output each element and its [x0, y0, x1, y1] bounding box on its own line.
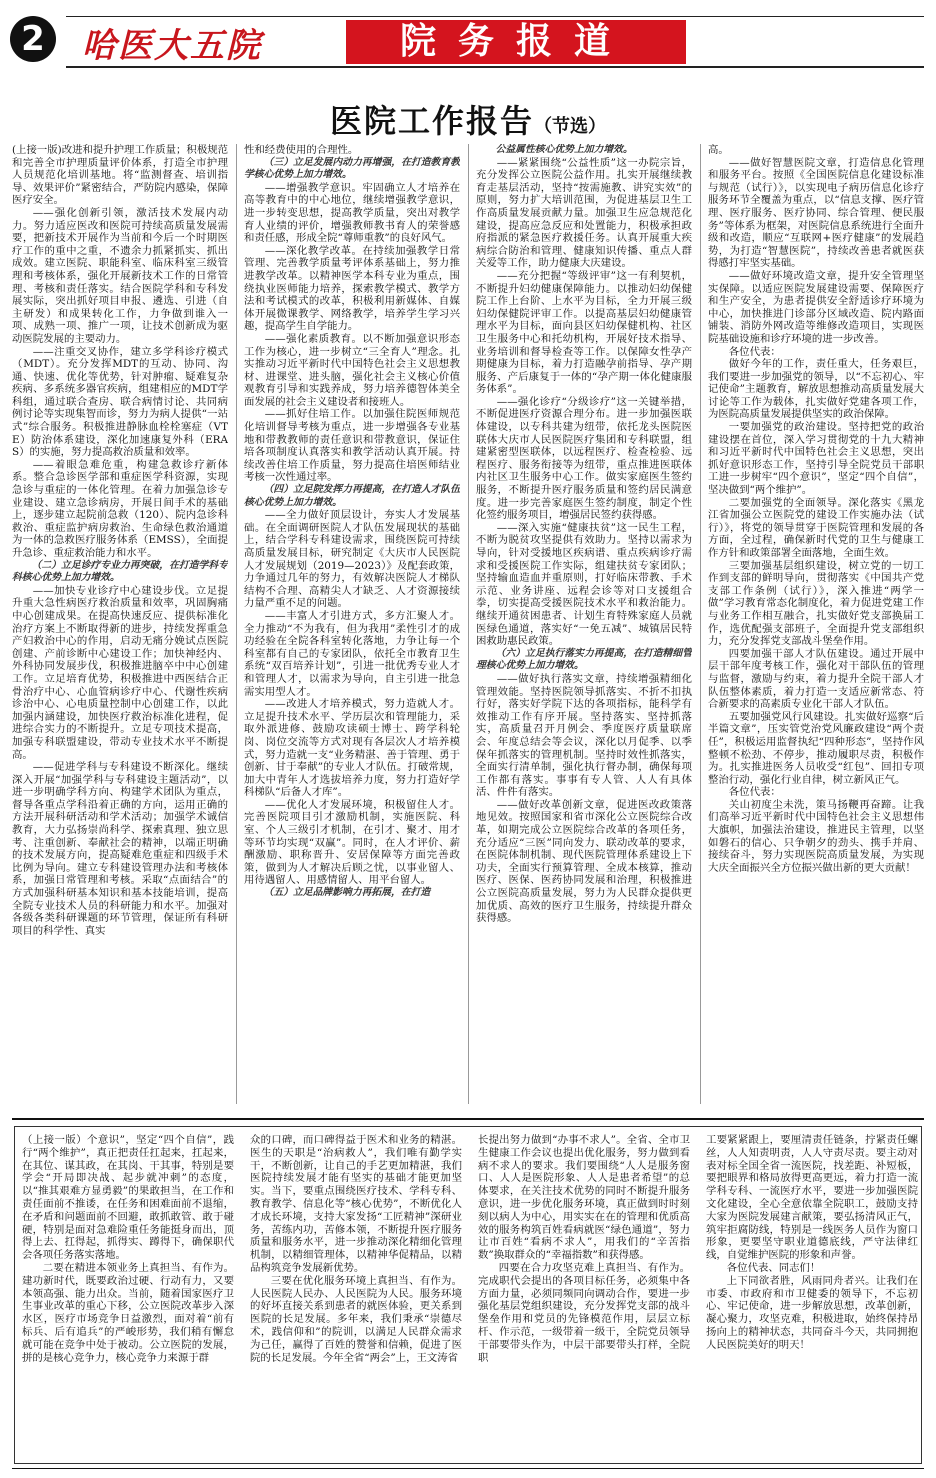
- headline-subtitle: （节选）: [534, 116, 606, 137]
- paragraph: 做好今年的工作，责任重大，任务艰巨，我们要进一步加强党的领导，以“不忘初心、牢记使命”主题教育，解放思想推动高质量发展大讨论等工作为载体，扎实做好党建各项工作，为医院高质量发展提供坚实的政治保障。: [708, 358, 924, 421]
- section-subheading: （二）立足诊疗专业力再突破，在打造学科专科核心优势上加力增效。: [12, 559, 228, 584]
- paragraph: ——抓好住培工作。以加强住院医师规范化培训督导考核为重点，进一步增强各专业基地和带教教师的责任意识和带教意识，保证住培各项制度认真落实和教学活动认真开展。持续改善住培工作质量，努力提高住培医师结业考核一次性通过率。: [244, 408, 460, 484]
- paragraph: ——优化人才发展环境，积极留住人才。完善医院项目引才激励机制，实施医院、科室、个人三级引才机制，在引才、聚才、用才等环节均实现“双赢”。同时，在人才评价、薪酬激励、职称晋升、安居保障等方面完善政策，做到为人才解决后顾之忧，以事业留人、用待遇留人、用感情留人、用平台留人。: [244, 798, 460, 887]
- paragraph: ——着眼急难危重，构建急救诊疗新体系。整合急诊医学部和重症医学科资源，实现急诊与重症的一体化管理。在着力加强急诊专业建设、建立急诊病房，开展日间手术的基础上，逐步建立起院前急救（120）、院内急诊科救治、重症监护病房救治、生命绿色救治通道为一体的急救医疗服务体系（EMSS），全面提升急诊、重症救治能力和水平。: [12, 458, 228, 559]
- paragraph: (上接一版)改进和提升护理工作质量；积极规范和完善全市护理质量评价体系，打造全市护理人员规范化培训基地。将“监测督查、培训指导、效果评价”紧密结合，严防院内感染，保障医疗安全。: [12, 144, 228, 207]
- paragraph: ——做好改革创新文章，促进医改政策落地见效。按照国家和省市深化公立医院综合改革，如期完成公立医院综合改革的各项任务，充分适应“三医”同向发力、联动改革的要求，在医院体制机制、现代医院管理体系建设上下功夫，全面实行预算管理、全成本核算，推动医疗、医保、医药协同发展和治理，积极推进公立医院高质量发展，努力为人民群众提供更加优质、高效的医疗卫生服务，持续提升群众获得感。: [476, 798, 692, 925]
- article-column-2: [244, 144, 460, 1104]
- paragraph: ——充分把握“等级评审”这一有利契机，不断提升妇幼健康保障能力。以推动妇幼保健院工作上台阶、上水平为目标，全力开展三级妇幼保健院评审工作。以提高基层妇幼健康管理水平为目标，面向县区妇幼保健机构、社区卫生服务中心和托幼机构，开展好技术指导、业务培训和督导检查等工作。以保障女性孕产期健康为目标，着力打造融孕前指导、孕产期服务、产后康复于一体的“孕产期一体化健康服务体系”。: [476, 269, 692, 396]
- paragraph: 工要紧紧跟上，要厘清责任链条，拧紧责任螺丝，人人知责明责，人人守责尽责。要主动对表对标全国全省一流医院，找差距、补短板，要把眼界和格局放得更高更远，着力打造一流学科专科、一流医疗水平，要进一步加强医院文化建设，全心全意依靠全院职工，鼓励支持大家为医院发展建言献策，要弘扬清风正气，筑牢拒腐防线，特别是一线医务人员作为窗口形象，更要坚守职业道德底线，严守法律红线，自觉维护医院的形象和声誉。: [706, 1134, 918, 1262]
- paragraph: 上下同欲者胜，风雨同舟者兴。让我们在市委、市政府和市卫健委的领导下，不忘初心、牢记使命，进一步解放思想，改革创新，凝心聚力，攻坚克难，积极进取，始终保持昂扬向上的精神状态，共同奋斗今天，共同拥抱人民医院美好的明天！: [706, 1274, 918, 1351]
- paragraph: ——做好智慧医院文章，打造信息化管理和服务平台。按照《全国医院信息化建设标准与规范（试行）》，以实现电子病历信息化诊疗服务环节全覆盖为重点，以“信息支撑、医疗管理、医疗服务、医疗协同、综合管理、便民服务”等体系为框架，对医院信息系统进行全面升级和改造，顺应“互联网+医疗健康”的发展趋势，为打造“智慧医院”，持续改善患者就医获得感打牢坚实基础。: [708, 156, 924, 270]
- column-divider: [468, 144, 469, 1104]
- paragraph: （上接一版）个意识”，坚定“四个自信”，践行“两个维护”，真正把责任扛起来，扛起来，在其位、谋其政，在其岗、干其事，特别是要学会“开局即决战、起步就冲刺”的态度，以“推其艰难方显勇毅”的果敢担当，在工作和责任面前不推诿，在任务和困难面前不退缩，在矛盾和问题面前不回避，敢抓敢管、敢于碰硬，特别是面对急难险重任务能挺身而出，顶得上去、扛得起，抓得实、蹲得下，确保职代会各项任务落实落地。: [22, 1134, 234, 1262]
- newspaper-name: 哈医大五院: [82, 26, 262, 66]
- paragraph: 长提出努力做到“办事不求人”。全省、全市卫生健康工作会议也提出优化服务，努力做到看病不求人的要求。我们要围绕“人人是服务窗口、人人是医院形象、人人是患者希望”的总体要求，在关注技术优势的同时不断提升服务意识，进一步优化服务环境，真正做到时时刻刻以病人为中心，用实实在在的管理和优质高效的服务构筑百姓看病就医“绿色通道”，努力让市百姓“看病不求人”，用我们的“辛苦指数”换取群众的“幸福指数”和获得感。: [478, 1134, 690, 1262]
- continued-column-2: [250, 1134, 462, 1446]
- page-bottom-rule: [12, 1468, 924, 1469]
- article-body: [12, 144, 924, 1106]
- paragraph: ——做好执行落实文章，持续增强精细化管理效能。坚持医院领导抓落实、不折不扣执行好，落实好学院下达的各项指标，能科学有效推动工作有序开展。坚持落实、坚持抓落实，高质量召开月例会、季度医疗质量联席会、年度总结会等会议，深化以月促季、以季保年抓落实的管理机制。坚持时效性抓落实，全面实行清单制，强化执行督办制，确保每项工作都有落实。事事有专人管、人人有具体活、件件有落实。: [476, 672, 692, 799]
- paragraph: 四要在合力攻坚克难上真担当、有作为。完成职代会提出的各项目标任务，必须集中各方面力量，必须同频同向调动合作，要进一步强化基层党组织建设，充分发挥党支部的战斗堡垒作用和党员的先锋模范作用，层层立标杆、作示范，一级带着一级干，全院党员领导干部要带头作为，中层干部要带头打样，全院职: [478, 1261, 690, 1364]
- paragraph: 一要加强党的政治建设。坚持把党的政治建设摆在首位，深入学习贯彻党的十九大精神和习近平新时代中国特色社会主义思想，突出抓好意识形态工作，坚持引导全院党员干部职工进一步树牢“四个意识”，坚定“四个自信”，坚决做到“两个维护”。: [708, 421, 924, 497]
- masthead: [10, 8, 924, 70]
- paragraph: 高。: [708, 144, 729, 156]
- paragraph: ——改进人才培养模式，努力造就人才。立足提升技术水平、学历层次和管理能力，采取外派进修、鼓励攻读硕士博士、跨学科轮岗、岗位交流等方式对现有各层次人才培养模式，努力造就一支“业务精湛、善于管理、勇于创新、甘于奉献”的专业人才队伍。打破常规，加大中青年人才选拔培养力度，努力打造好学科梯队“后备人才库”。: [244, 698, 460, 799]
- continued-article: [22, 1134, 918, 1450]
- paragraph: ——加快专业诊疗中心建设步伐。立足提升重大急性病医疗救治质量和效率，巩固胸痛中心创建成果。在提高快速反应、提供标准化治疗方案上不断取得新的进步，持续发挥重急产妇救治中心的作用，启动无痛分娩试点医院创建、产前诊断中心建设工作；加快神经内、外科协同发展步伐，积极推进脑卒中中心创建工作。立足培育优势，积极推进中西医结合正骨治疗中心、心血管病诊疗中心、代谢性疾病诊治中心、心电质量控制中心创建工作，以此加强内涵建设，加快医疗救治标准化进程，促进综合实力的不断提升。立足专项技术提高，加强专科联盟建设，带动专业技术水平不断提高。: [12, 584, 228, 761]
- paragraph: ——深化教学改革。在持续加强教学日常管理、完善教学质量考评体系基础上，努力推进教学改革。以精神医学本科专业为重点，围绕执业医师能力培养，探索教学模式、教学方法和考试模式的改革，积极利用新媒体、自媒体开展微课教学、网络教学，培养学生学习兴趣，提高学生自学能力。: [244, 244, 460, 333]
- section-subheading: （四）立足院发挥力再提高，在打造人才队伍核心优势上加力增效。: [244, 484, 460, 508]
- paragraph: 各位代表：: [728, 345, 781, 358]
- section-subheading: （三）立足发展内动力再增强，在打造教育教学核心优势上加力增效。: [244, 156, 460, 181]
- article-column-1: [12, 144, 228, 1104]
- paragraph: ——促进学科与专科建设不断深化。继续深入开展“加强学科与专科建设主题活动”，以进一步明确学科方向、构建学术团队为重点，督导各重点学科沿着正确的方向，运用正确的方法开展科研活动和学术活动；加强学术诚信教育，大力弘扬崇尚科学、探索真理、独立思考、注重创新、奉献社会的精神，以端正明确的技术发展方向，提高疑难危重症和四级手术比例为导向。建立专科建设管理办法和考核体系，加强日常管理和考核。采取“点面结合”的方式加强科研基本知识和基本技能培训，提高全院专业技术人员的科研能力和水平。加强对各级各类科研课题的环节管理，保证所有科研项目的科学性、真实: [12, 761, 228, 937]
- paragraph: 三要在优化服务环境上真担当、有作为。人民医院人民办、人民医院为人民。服务环境的好坏直接关系到患者的就医体验，更关系到医院的长足发展。多年来，我们秉承“崇德尽术，践信仰和”的院训，以满足人民群众需求为己任，赢得了百姓的赞誉和信赖，促进了医院的长足发展。今年全省“两会”上，王文涛省: [250, 1274, 462, 1364]
- paragraph: 五要加强党风行风建设。扎实做好巡察“后半篇文章”，压实管党治党风廉政建设“两个责任”，积极运用监督执纪“四种形态”，坚持作风整顿不松劲、不停步，推动履职尽责，积极作为。扎实推进医务人员收受“红包”、回扣专项整治行动，强化行业自律，树立新风正气。: [708, 710, 924, 786]
- paragraph: ——丰富人才引进方式，多方汇聚人才。全力推动“不为我有，但为我用”柔性引才的成功经验在全院各科室转化落地，力争让每一个科室都有自己的专家团队，依托全市教育卫生系统“双百培养计划”，引进一批优秀专业人才和管理人才，以需求为导向，自主引进一批急需实用型人才。: [244, 609, 460, 698]
- article-column-4: [708, 144, 924, 1104]
- paragraph: ——增强教学意识。牢固确立人才培养在高等教育中的中心地位，继续增强教学意识，进一步转变思想，提高教学质量，突出对教学育人业绩的评价，增强教师教书育人的荣誉感和责任感，形成全院“尊师重教”的良好风气。: [244, 181, 460, 245]
- section-subheading: （六）立足执行落实力再提高，在打造精细管理核心优势上加力增效。: [476, 647, 692, 672]
- paragraph: 二要加强党的全面领导。深化落实《黑龙江省加强公立医院党的建设工作实施办法（试行）》，将党的领导贯穿于医院管理和发展的各方面，全过程，确保新时代党的卫生与健康工作方针和政策部署全面落地，全面生效。: [708, 496, 924, 559]
- masthead-rule-bottom: [66, 66, 924, 68]
- paragraph: 众的口碑，而口碑得益于医术和业务的精湛。医生的天职是“治病救人”，我们唯有勤学实干，不断创新，让自己的手艺更加精湛，我们医院持续发展才能有坚实的基础才能更加坚实。当下，要重点围绕医疗技术、学科专科、教育教学、信息化等“核心优势”，不断优化人才成长环境，支持大家发扬“工匠精神”深研业务，苦练内功，苦修本领，不断提升医疗服务质量和服务水平，进一步推动深化精细化管理机制，以精细管理体，以精神华促精品，以精品构筑竞争发展新优势。: [250, 1134, 462, 1274]
- paragraph: ——强化素质教育。以不断加强意识形态工作为核心，进一步树立“三全育人”理念。扎实推动习近平新时代中国特色社会主义思想教材、进课堂、进头脑，强化社会主义核心价值观教育引导和实践养成，努力培养德智体美全面发展的社会主义建设者和接班人。: [244, 332, 460, 408]
- article-column-3: [476, 144, 692, 1104]
- masthead-rule-top: [66, 16, 924, 17]
- paragraph: 三要加强基层组织建设，树立党的一切工作到支部的鲜明导向，贯彻落实《中国共产党支部工作条例（试行）》，深入推进“两学一做”学习教育常态化制度化，着力促进党建工作与业务工作相互融合，扎实做好党支部换届工作，选优配强支部班子，全面提升党支部组织力，充分发挥党支部战斗堡垒作用。: [708, 559, 924, 648]
- continued-column-4: [706, 1134, 918, 1446]
- column-divider: [700, 144, 701, 1104]
- paragraph: 性和经费使用的合理性。: [244, 144, 359, 156]
- paragraph: ——全力做好顶层设计，夯实人才发展基础。在全面调研医院人才队伍发展现状的基础上，结合学科专科建设需求，围绕医院可持续高质量发展目标，研究制定《大庆市人民医院人才发展规划（2019—2023）》及配套政策，力争通过几年的努力，有效解决医院人才梯队结构不合理、高精尖人才缺乏、人才资源接续力量严重不足的问题。: [244, 509, 460, 610]
- paragraph: 四要加强干部人才队伍建设。通过开展中层干部年度考核工作，强化对干部队伍的管理与监督，激励与约束，着力提升全院干部人才队伍整体素质，着力打造一支适应新常态、符合新要求的高素质专业化干部人才队伍。: [708, 647, 924, 711]
- paragraph: ——紧紧围绕“公益性质”这一办院宗旨，充分发挥公立医院公益作用。扎实开展继续教育走基层活动，坚持“按需施教、讲究实效”的原则，努力扩大培训范围，为促进基层卫生工作高质量发展贡献力量。加强卫生应急规范化建设，提高应急反应和处置能力，积极承担政府指派的紧急医疗救援任务。认真开展重大疾病综合防治和管理、健康知识传播、重点人群关爱等工作，助力健康大庆建设。: [476, 156, 692, 270]
- continued-column-3: [478, 1134, 690, 1446]
- section-divider: [12, 1118, 924, 1120]
- paragraph: 各位代表、同志们！: [726, 1261, 821, 1274]
- paragraph: 关山初度尘未洗，策马扬鞭再奋蹄。让我们高举习近平新时代中国特色社会主义思想伟大旗帜，加强法治建设，推进民主管理，以坚如磐石的信心、只争朝夕的劲头、携手并肩、接续奋斗，努力实现医院高质量发展，为实现大庆全面振兴全方位振兴做出新的更大贡献！: [708, 798, 924, 874]
- section-title: 院务报道: [346, 20, 686, 64]
- paragraph: ——注重交叉协作，建立多学科诊疗模式（MDT）。充分发挥MDT的互动、协同、沟通、快速、优化等优势，针对肿瘤、疑难复杂疾病、多系统多器官疾病，组建相应的MDT学科组，通过联合查房、联合病情讨论、共同病例讨论等实现集智而诊，努力为病人提供“一站式”综合服务。积极推进静脉血栓栓塞症（VTE）防治体系建设，深化加速康复外科（ERAS）的实施，努力提高救治质量和效率。: [12, 345, 228, 459]
- paragraph: ——深入实施“健康扶贫”这一民生工程，不断为脱贫攻坚提供有效助力。坚持以需求为导向，针对受援地区疾病谱、重点疾病诊疗需求和受援医院工作实际，组建扶贫专家团队；坚持输血造血并重原则，打好临床带教、手术示范、业务讲座、远程会诊等对口支援组合拳，切实提高受援医院技术水平和救治能力。继续开通贫困患者、计划生育特殊家庭人员就医绿色通道，落实好“一免五减”、城镇居民特困救助惠民政策。: [476, 521, 692, 648]
- page-number-badge: 2: [10, 16, 56, 62]
- paragraph: 二要在精进本领业务上真担当、有作为。建功新时代，既要政治过硬、行动有力，又要本领高强、能力出众。当前，随着国家医疗卫生事业改革的重心下移，公立医院改革步入深水区，医疗市场竞争日益激烈，面对着“前有标兵、后有追兵”的严峻形势，我们稍有懈怠就可能在竞争中处于被动。公立医院的发展，拼的是核心竞争力，核心竞争力来源于群: [22, 1261, 234, 1364]
- paragraph: ——强化诊疗“分级诊疗”这一关键举措，不断促进医疗资源合理分布。进一步加强医联体建设，以专科共建为纽带，依托龙头医院医联体大庆市人民医院医疗集团和专科联盟，组建紧密型医联体，以远程医疗、检查检验、远程医疗、服务衔接等为纽带，重点推进医联体内社区卫生服务中心工作。做实家庭医生签约服务，不断提升医疗服务质量和签约居民满意度。进一步完善家庭医生签约制度，制定个性化签约服务项目，增强居民签约获得感。: [476, 395, 692, 522]
- article-headline: [0, 96, 936, 142]
- column-divider: [236, 144, 237, 1104]
- paragraph: ——强化创新引领，激活技术发展内动力。努力适应医改和医院可持续高质量发展需要，把新技术开展作为当前和今后一个时期医疗工作的重中之重，不遗余力抓紧抓实、抓出成效。建立医院、职能科室、临床科室三级管理和考核体系，强化开展新技术工作的日常管理、考核和责任落实。结合医院学科和专科发展实际，突出抓好项目申报、遴选、引进（自主研发）和成果转化工作，力争做到谁入一项、成熟一项、推广一项，让技术创新成为驱动医院发展的主要动力。: [12, 206, 228, 345]
- paragraph: ——做好环境改造文章，提升安全管理坚实保障。以适应医院发展建设需要、保障医疗和生产安全，为患者提供安全舒适诊疗环境为中心，加快推进门诊部分区域改造、院内路面铺装、消防外网改造等维修改造项目，实现医院基础设施和诊疗环境的进一步改善。: [708, 269, 924, 345]
- section-subheading: 公益属性核心优势上加力增效。: [495, 144, 633, 155]
- paragraph: 各位代表：: [728, 786, 781, 799]
- headline-title: 医院工作报告: [329, 102, 534, 140]
- section-subheading: （五）立足品牌影响力再拓展，在打造: [263, 887, 431, 899]
- continued-column-1: [22, 1134, 234, 1446]
